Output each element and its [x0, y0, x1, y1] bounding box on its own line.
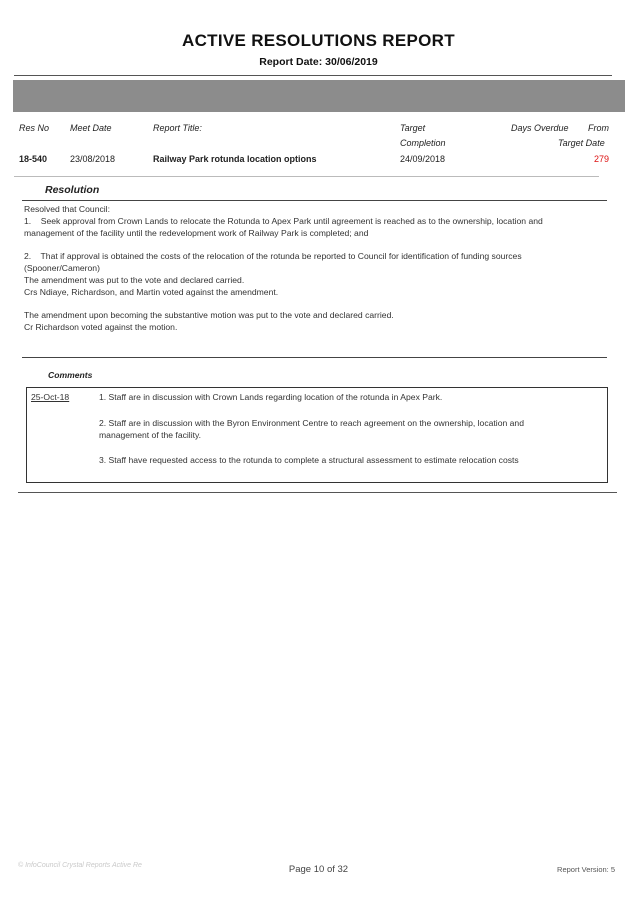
header-report-title: Report Title:	[153, 123, 202, 133]
footer-page-number: Page 10 of 32	[288, 864, 349, 875]
comment-list	[99, 392, 569, 481]
row-meet-date: 23/08/2018	[70, 154, 116, 164]
comments-heading: Comments	[48, 370, 93, 380]
header-target-date: Target Date	[558, 138, 605, 148]
resolution-text: Resolved that Council: 1. Seek approval from Crown Lands to relocate the Rotunda to Apex Park until agreement is reached as to the ownership, location and management of the facility until the redevelopment work of Railway Park is completed; and 2. That if approval is obtained the costs of the relocation of the rotunda be reported to Council for identification of funding sources (Spooner/Cameron) The amendment was put to the vote and declared carried. Crs Ndiaye, Richardson, and Martin voted against the amendment. The amendment upon becoming the substantive motion was put to the vote and declared carried. Cr Richardson voted against the motion.	[24, 204, 543, 332]
row-report-title: Railway Park rotunda location options	[153, 154, 317, 164]
header-days-overdue: Days Overdue	[511, 123, 569, 133]
comment-item: 1. Staff are in discussion with Crown Lands regarding location of the rotunda in Apex Park.	[99, 392, 443, 402]
comment-item: 2. Staff are in discussion with the Byron Environment Centre to reach agreement on the ownership, location and management of the facility.	[99, 417, 524, 440]
header-band	[13, 80, 625, 112]
comment-item: 3. Staff have requested access to the rotunda to complete a structural assessment to estimate relocation costs	[99, 455, 519, 466]
row-target-completion: 24/09/2018	[400, 154, 446, 164]
resolution-end-divider	[22, 357, 607, 358]
row-res-no: 18-540	[19, 154, 48, 164]
footer-source: © InfoCouncil Crystal Reports Active Re	[18, 862, 142, 869]
report-title: ACTIVE RESOLUTIONS REPORT	[182, 31, 455, 50]
report-date: Report Date: 30/06/2019	[259, 56, 378, 68]
resolution-heading: Resolution	[45, 184, 100, 196]
comment-date: 25-Oct-18	[31, 392, 70, 402]
resolution-divider	[22, 200, 607, 201]
header-target: Target	[400, 123, 426, 133]
row-days-overdue: 279	[594, 154, 610, 164]
header-res-no: Res No	[19, 123, 50, 133]
bottom-divider	[18, 492, 617, 493]
top-divider	[14, 75, 612, 76]
header-completion: Completion	[400, 138, 446, 148]
header-from: From	[588, 123, 609, 133]
row-divider	[14, 176, 599, 177]
header-meet-date: Meet Date	[70, 123, 112, 133]
footer-version: Report Version: 5	[557, 865, 615, 874]
